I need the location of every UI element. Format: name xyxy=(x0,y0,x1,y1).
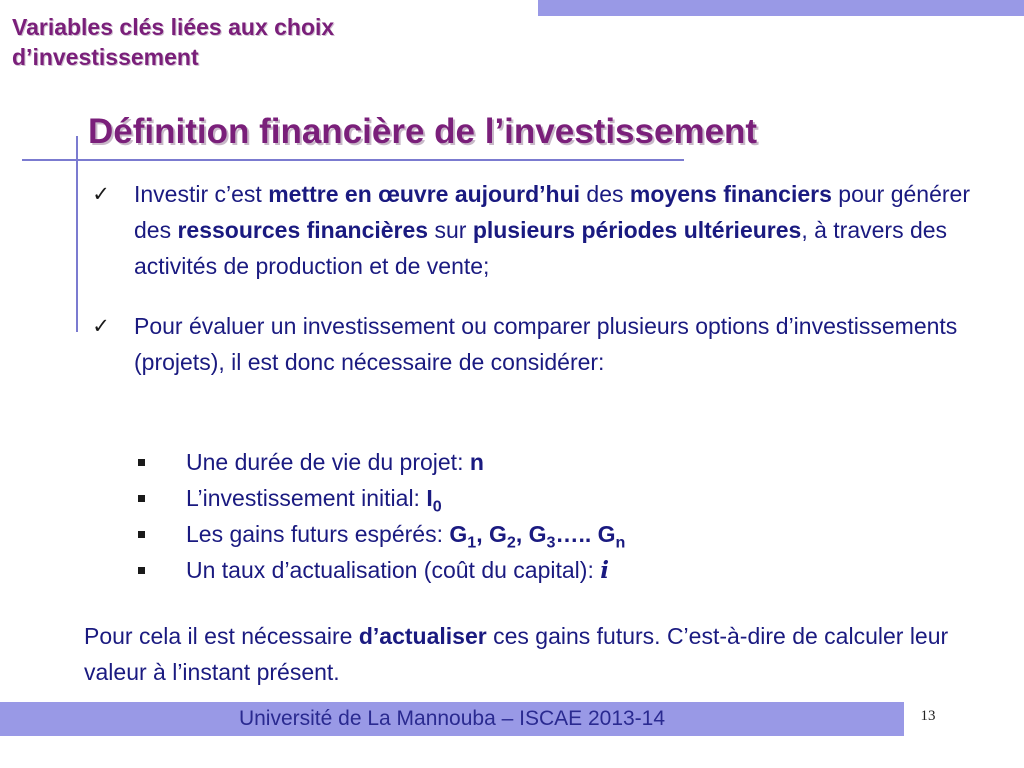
checkmark-icon: ✓ xyxy=(92,314,110,338)
text-run: Pour cela il est nécessaire xyxy=(84,623,359,649)
list-item-investment xyxy=(134,480,994,516)
separator: , xyxy=(515,521,529,547)
horizontal-divider xyxy=(22,159,684,161)
list-item-label: Les gains futurs espérés: xyxy=(186,521,450,547)
text-run: Pour évaluer un investissement ou comparer plusieurs options d’investissements (projets), il est donc nécessaire de considérer: xyxy=(134,313,958,375)
subscript: n xyxy=(615,533,626,552)
emphasis-text: plusieurs périodes ultérieures xyxy=(472,217,802,243)
symbol-letter: G xyxy=(489,521,507,547)
investment-symbol xyxy=(426,485,442,516)
emphasis-text: mettre en œuvre aujourd’hui xyxy=(268,181,581,207)
list-item-rate xyxy=(134,552,994,589)
subscript: 2 xyxy=(506,533,516,552)
section-title: Variables clés liées aux choix d’investissement xyxy=(12,14,335,70)
symbol-letter: G xyxy=(449,521,468,547)
symbol-letter: G xyxy=(528,521,547,547)
vertical-divider xyxy=(76,136,78,332)
checkmark-icon: ✓ xyxy=(92,182,110,206)
symbol-letter: I xyxy=(426,485,433,511)
definition-checklist xyxy=(88,176,1000,380)
list-item-label: L’investissement initial: xyxy=(186,485,427,511)
gains-formula xyxy=(449,521,626,552)
considerations-list xyxy=(134,444,994,589)
slide-title: Définition financière de l’investissement xyxy=(88,112,758,151)
subscript: 3 xyxy=(546,533,556,552)
footer-text: Université de La Mannouba – ISCAE 2013-14 xyxy=(238,707,666,730)
square-bullet-icon xyxy=(138,459,145,466)
text-run: , à travers des activités de production et de vente; xyxy=(134,217,948,279)
list-item-label: Une durée de vie du projet: xyxy=(186,449,470,475)
conclusion-paragraph xyxy=(84,618,1000,690)
duration-symbol: n xyxy=(469,449,484,475)
subscript: 0 xyxy=(432,497,442,516)
text-run: des xyxy=(580,181,630,207)
emphasis-text: d’actualiser xyxy=(358,623,487,649)
ellipsis: ….. xyxy=(555,521,598,547)
list-item-label: Un taux d’actualisation (coût du capital): xyxy=(186,557,601,583)
text-run: pour générer des xyxy=(134,181,970,243)
checklist-item-evaluation xyxy=(88,308,1000,380)
square-bullet-icon xyxy=(138,567,145,574)
subscript: 1 xyxy=(467,533,477,552)
footer-bar xyxy=(0,702,904,736)
list-item-gains xyxy=(134,516,994,552)
text-run: Investir c’est xyxy=(134,181,269,207)
square-bullet-icon xyxy=(138,531,145,538)
text-run: ces gains futurs. C’est-à-dire de calculer leur valeur à l’instant présent. xyxy=(84,623,949,685)
square-bullet-icon xyxy=(138,495,145,502)
top-accent-bar xyxy=(538,0,1024,16)
rate-symbol: i xyxy=(600,557,609,584)
emphasis-text: ressources financières xyxy=(177,217,429,243)
text-run: sur xyxy=(428,217,473,243)
separator: , xyxy=(476,521,489,547)
checklist-item-definition xyxy=(88,176,1000,284)
list-item-duration xyxy=(134,444,994,480)
page-number: 13 xyxy=(920,708,936,724)
symbol-letter: G xyxy=(597,521,616,547)
emphasis-text: moyens financiers xyxy=(629,181,832,207)
